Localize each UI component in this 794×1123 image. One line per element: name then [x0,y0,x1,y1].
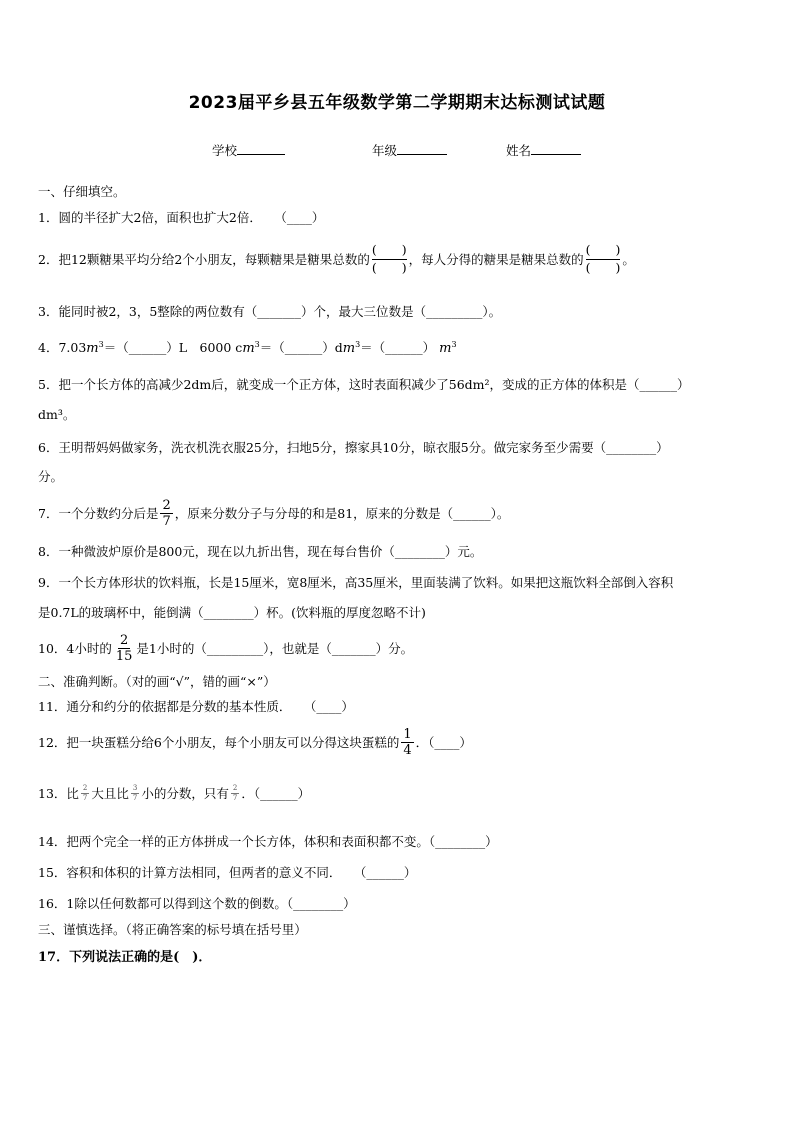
question-4 [38,338,457,356]
exp-4: 3 [451,339,457,349]
q2-blank-num-2: ( ) [586,244,621,260]
q2-blank-den-2: ( ) [585,259,621,275]
question-12-part-a: 12．把一块蛋糕分给6个小朋友，每个小朋友可以分得这块蛋糕的 [38,735,400,750]
fraction-numerator: 2 [82,783,88,792]
question-2-part-c: 。 [622,252,635,267]
exp-3: 3 [355,339,361,349]
question-7-part-b: ，原来分数分子与分母的和是81，原来的分数是（______）。 [174,506,510,521]
fraction-numerator: 1 [403,726,412,742]
school-label: 学校 [212,143,238,158]
page-title: 2023届平乡县五年级数学第二学期期末达标测试试题 [188,93,606,113]
question-3: 3．能同时被2，3，5整除的两位数有（_______）个，最大三位数是（_________）。 [38,304,502,319]
fraction-3-7-small [131,785,139,802]
fraction-denominator: 15 [115,648,133,664]
fraction-numerator: 2 [232,783,238,792]
question-8: 8．一种微波炉原价是800元，现在以九折出售，现在每台售价（________）元。 [38,544,483,559]
fraction-denominator: 7 [82,793,88,802]
question-10-part-b: 是1小时的（_________），也就是（_______）分。 [136,641,414,656]
school-blank[interactable] [237,142,285,155]
question-9-line-2: 是0.7L的玻璃杯中，能倒满（________）杯。(饮料瓶的厚度忽略不计) [38,605,426,620]
question-4-part-a: 4．7.03 [38,340,87,355]
exp-1: 3 [98,339,104,349]
fraction-numerator: 3 [132,783,138,792]
q2-blank-den-1: ( ) [371,259,407,275]
question-17: 17．下列说法正确的是( )． [38,950,212,965]
question-16: 16．1除以任何数都可以得到这个数的倒数。（________） [38,896,356,911]
question-5-line-2: dm³。 [38,407,76,422]
question-13-part-c: 小的分数，只有 [141,786,229,801]
fraction-2-7-small [81,785,89,802]
question-2 [38,238,635,280]
question-12 [38,724,472,760]
m-symbol-4: m [439,341,452,356]
section-2-heading: 二、准确判断。（对的画“√”，错的画“×”） [38,674,276,689]
fraction-numerator: 2 [119,632,129,648]
grade-label: 年级 [372,143,398,158]
grade-field [372,141,447,159]
m-symbol-1: m [86,341,99,356]
question-9-line-1: 9．一个长方体形状的饮料瓶，长是15厘米，宽8厘米，高35厘米，里面装满了饮料。如果把这瓶饮料全部倒入容积 [38,575,674,590]
section-1-heading: 一、仔细填空。 [38,184,126,199]
question-13-part-d: ．（______） [241,786,311,801]
question-5-line-1: 5．把一个长方体的高减少2dm后，就变成一个正方体，这时表面积减少了56dm²，变成的正方体的体积是（______） [38,377,690,392]
fraction-denominator: 7 [162,513,171,529]
q2-blank-num-1: ( ) [372,244,407,260]
question-2-part-a: 2．把12颗糖果平均分给2个小朋友，每颗糖果是糖果总数的 [38,252,370,267]
name-field [506,141,581,159]
question-12-part-b: ．（____） [415,735,472,750]
m-symbol-3: m [342,341,356,356]
question-2-part-b: ，每人分得的糖果是糖果总数的 [408,252,584,267]
fraction-2-7 [160,499,172,528]
question-4-part-d: ＝（______） [360,340,436,355]
fraction-denominator: 7 [132,793,138,802]
exp-2: 3 [254,339,260,349]
fraction-2-7-small-2 [231,785,239,802]
question-13 [38,778,310,808]
question-10 [38,630,413,666]
question-7 [38,496,509,530]
fraction-denominator: 7 [232,793,238,802]
name-blank[interactable] [531,142,581,155]
question-11: 11．通分和约分的依据都是分数的基本性质． （____） [38,699,354,714]
question-14: 14．把两个完全一样的正方体拼成一个长方体，体积和表面积都不变。（________） [38,834,498,849]
question-2-blank-fraction-2[interactable] [586,244,621,274]
m-symbol-2: m [242,341,255,356]
question-6-line-2: 分。 [38,469,64,484]
school-field [212,141,285,159]
name-label: 姓名 [506,143,532,158]
question-6-line-1: 6．王明帮妈妈做家务，洗衣机洗衣服25分，扫地5分，擦家具10分，晾衣服5分。做完家务至少需要（________） [38,440,669,455]
question-10-part-a: 10．4小时的 [38,641,112,656]
question-1: 1．圆的半径扩大2倍，面积也扩大2倍． （____） [38,210,325,225]
section-3-heading: 三、谨慎选择。（将正确答案的标号填在括号里） [38,922,307,937]
fraction-numerator: 2 [162,497,171,513]
question-13-part-a: 13．比 [38,786,79,801]
fraction-2-15 [114,634,135,663]
question-4-part-c: ＝（______）d [259,340,343,355]
question-2-blank-fraction-1[interactable] [372,244,407,274]
grade-blank[interactable] [397,142,447,155]
question-7-part-a: 7．一个分数约分后是 [38,506,159,521]
question-13-part-b: 大且比 [91,786,129,801]
question-4-part-b: ＝（______）L 6000 c [103,340,243,355]
question-15: 15．容积和体积的计算方法相同，但两者的意义不同． （______） [38,865,417,880]
fraction-denominator: 4 [403,742,412,758]
fraction-1-4 [401,728,413,757]
